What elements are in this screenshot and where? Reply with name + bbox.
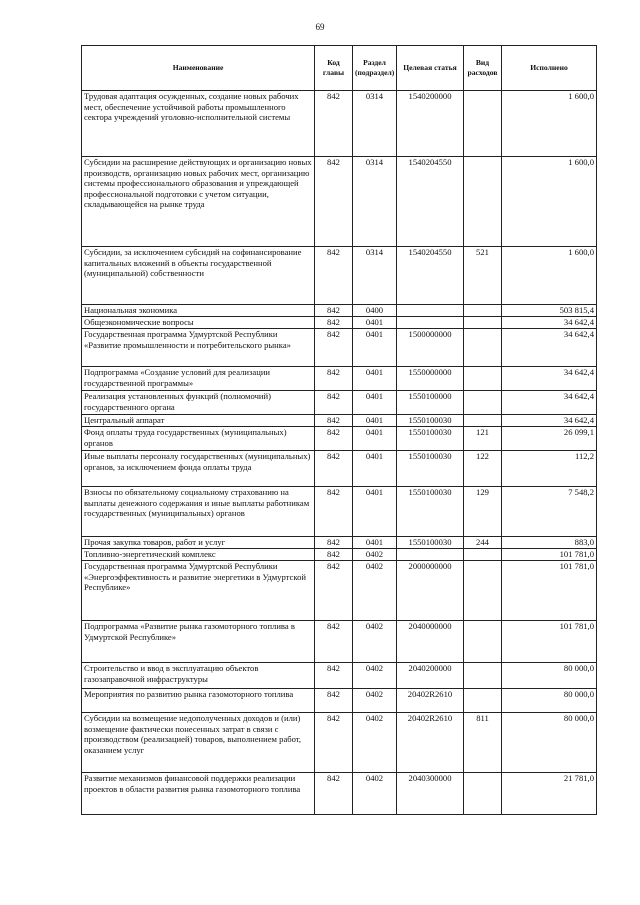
cell-target bbox=[397, 317, 464, 329]
cell-name: Общеэкономические вопросы bbox=[82, 317, 315, 329]
cell-expense-type: 521 bbox=[464, 247, 502, 305]
table-row bbox=[82, 549, 597, 561]
cell-name: Фонд оплаты труда государственных (муниципальных) органов bbox=[82, 427, 315, 451]
cell-name: Центральный аппарат bbox=[82, 415, 315, 427]
table-row bbox=[82, 391, 597, 415]
cell-name: Государственная программа Удмуртской Республики «Развитие промышленности и потребительского рынка» bbox=[82, 329, 315, 367]
cell-name: Государственная программа Удмуртской Республики «Энергоэффективность и развитие энергетики в Удмуртской Республике» bbox=[82, 561, 315, 621]
cell-target: 1540204550 bbox=[397, 247, 464, 305]
table-row bbox=[82, 621, 597, 663]
table-row bbox=[82, 415, 597, 427]
cell-name: Мероприятия по развитию рынка газомоторного топлива bbox=[82, 689, 315, 713]
cell-expense-type bbox=[464, 367, 502, 391]
cell-target: 1540200000 bbox=[397, 91, 464, 157]
table-row bbox=[82, 689, 597, 713]
cell-expense-type bbox=[464, 157, 502, 247]
cell-expense-type: 244 bbox=[464, 537, 502, 549]
cell-executed: 21 781,0 bbox=[502, 773, 597, 815]
cell-expense-type bbox=[464, 621, 502, 663]
cell-code: 842 bbox=[315, 391, 353, 415]
cell-code: 842 bbox=[315, 329, 353, 367]
column-header-expense-type: Вид расходов bbox=[464, 46, 502, 91]
cell-target: 2040200000 bbox=[397, 663, 464, 689]
cell-section: 0402 bbox=[353, 621, 397, 663]
cell-target: 2040300000 bbox=[397, 773, 464, 815]
cell-section: 0401 bbox=[353, 415, 397, 427]
table-row bbox=[82, 487, 597, 537]
cell-name: Прочая закупка товаров, работ и услуг bbox=[82, 537, 315, 549]
table-row bbox=[82, 427, 597, 451]
cell-code: 842 bbox=[315, 157, 353, 247]
cell-code: 842 bbox=[315, 621, 353, 663]
cell-code: 842 bbox=[315, 427, 353, 451]
cell-name: Субсидии, за исключением субсидий на софинансирование капитальных вложений в объекты государственной (муниципальной) собственности bbox=[82, 247, 315, 305]
budget-table bbox=[81, 45, 597, 815]
cell-name: Трудовая адаптация осужденных, создание новых рабочих мест, обеспечение устойчивой работы промышленного сектора учреждений уголовно-исполнительной системы bbox=[82, 91, 315, 157]
cell-name: Строительство и ввод в эксплуатацию объектов газозаправочной инфраструктуры bbox=[82, 663, 315, 689]
cell-name: Реализация установленных функций (полномочий) государственного органа bbox=[82, 391, 315, 415]
cell-name: Развитие механизмов финансовой поддержки реализации проектов в области развития рынка газомоторного топлива bbox=[82, 773, 315, 815]
cell-target: 2000000000 bbox=[397, 561, 464, 621]
column-header-section: Раздел (подраздел) bbox=[353, 46, 397, 91]
cell-executed: 101 781,0 bbox=[502, 549, 597, 561]
cell-code: 842 bbox=[315, 713, 353, 773]
cell-section: 0401 bbox=[353, 391, 397, 415]
cell-name: Топливно-энергетический комплекс bbox=[82, 549, 315, 561]
cell-name: Подпрограмма «Создание условий для реализации государственной программы» bbox=[82, 367, 315, 391]
cell-expense-type bbox=[464, 663, 502, 689]
cell-target: 1500000000 bbox=[397, 329, 464, 367]
cell-name: Национальная экономика bbox=[82, 305, 315, 317]
column-header-executed: Исполнено bbox=[502, 46, 597, 91]
column-header-target: Целевая статья bbox=[397, 46, 464, 91]
cell-section: 0402 bbox=[353, 549, 397, 561]
cell-section: 0401 bbox=[353, 329, 397, 367]
cell-executed: 80 000,0 bbox=[502, 713, 597, 773]
cell-section: 0401 bbox=[353, 427, 397, 451]
cell-target bbox=[397, 549, 464, 561]
table-row bbox=[82, 247, 597, 305]
table-row bbox=[82, 561, 597, 621]
cell-target: 20402R2610 bbox=[397, 689, 464, 713]
table-row bbox=[82, 91, 597, 157]
cell-section: 0400 bbox=[353, 305, 397, 317]
cell-section: 0314 bbox=[353, 247, 397, 305]
column-header-name: Наименование bbox=[82, 46, 315, 91]
cell-code: 842 bbox=[315, 305, 353, 317]
cell-executed: 34 642,4 bbox=[502, 391, 597, 415]
cell-expense-type: 121 bbox=[464, 427, 502, 451]
cell-section: 0402 bbox=[353, 663, 397, 689]
cell-name: Иные выплаты персоналу государственных (муниципальных) органов, за исключением фонда оплаты труда bbox=[82, 451, 315, 487]
table-row bbox=[82, 305, 597, 317]
cell-target: 1550100030 bbox=[397, 487, 464, 537]
cell-section: 0401 bbox=[353, 317, 397, 329]
cell-expense-type bbox=[464, 305, 502, 317]
table-row bbox=[82, 713, 597, 773]
cell-code: 842 bbox=[315, 317, 353, 329]
cell-expense-type bbox=[464, 317, 502, 329]
cell-section: 0402 bbox=[353, 773, 397, 815]
cell-section: 0401 bbox=[353, 537, 397, 549]
cell-executed: 26 099,1 bbox=[502, 427, 597, 451]
cell-code: 842 bbox=[315, 451, 353, 487]
cell-code: 842 bbox=[315, 487, 353, 537]
cell-executed: 80 000,0 bbox=[502, 689, 597, 713]
cell-expense-type bbox=[464, 91, 502, 157]
cell-code: 842 bbox=[315, 689, 353, 713]
cell-code: 842 bbox=[315, 367, 353, 391]
cell-target: 2040000000 bbox=[397, 621, 464, 663]
cell-name: Подпрограмма «Развитие рынка газомоторного топлива в Удмуртской Республике» bbox=[82, 621, 315, 663]
cell-executed: 1 600,0 bbox=[502, 91, 597, 157]
cell-code: 842 bbox=[315, 91, 353, 157]
cell-target bbox=[397, 305, 464, 317]
cell-expense-type: 122 bbox=[464, 451, 502, 487]
cell-section: 0314 bbox=[353, 157, 397, 247]
cell-expense-type bbox=[464, 391, 502, 415]
cell-expense-type: 129 bbox=[464, 487, 502, 537]
table-row bbox=[82, 329, 597, 367]
cell-code: 842 bbox=[315, 561, 353, 621]
cell-executed: 80 000,0 bbox=[502, 663, 597, 689]
cell-name: Субсидии на расширение действующих и организацию новых производств, организацию новых рабочих мест, организацию системы профессионального образования и упреждающей профессиональной подготовки с учетом ситуации, складывающейся на рынке труда bbox=[82, 157, 315, 247]
cell-section: 0401 bbox=[353, 451, 397, 487]
cell-name: Взносы по обязательному социальному страхованию на выплаты денежного содержания и иные выплаты работникам государственных (муниципальных) органов bbox=[82, 487, 315, 537]
cell-section: 0401 bbox=[353, 487, 397, 537]
cell-executed: 112,2 bbox=[502, 451, 597, 487]
cell-expense-type: 811 bbox=[464, 713, 502, 773]
cell-executed: 1 600,0 bbox=[502, 157, 597, 247]
cell-target: 1550100000 bbox=[397, 391, 464, 415]
cell-code: 842 bbox=[315, 773, 353, 815]
cell-code: 842 bbox=[315, 247, 353, 305]
page-number: 69 bbox=[315, 22, 325, 32]
cell-expense-type bbox=[464, 689, 502, 713]
cell-executed: 34 642,4 bbox=[502, 329, 597, 367]
cell-section: 0402 bbox=[353, 713, 397, 773]
cell-target: 1550100030 bbox=[397, 537, 464, 549]
cell-expense-type bbox=[464, 561, 502, 621]
cell-section: 0402 bbox=[353, 689, 397, 713]
cell-expense-type bbox=[464, 773, 502, 815]
cell-target: 1550100030 bbox=[397, 451, 464, 487]
cell-executed: 1 600,0 bbox=[502, 247, 597, 305]
cell-code: 842 bbox=[315, 415, 353, 427]
table-header-row bbox=[82, 46, 597, 91]
cell-target: 1540204550 bbox=[397, 157, 464, 247]
table-row bbox=[82, 537, 597, 549]
cell-expense-type bbox=[464, 415, 502, 427]
column-header-code: Код главы bbox=[315, 46, 353, 91]
cell-section: 0314 bbox=[353, 91, 397, 157]
table-row bbox=[82, 663, 597, 689]
table-row bbox=[82, 367, 597, 391]
cell-expense-type bbox=[464, 329, 502, 367]
cell-code: 842 bbox=[315, 663, 353, 689]
cell-executed: 101 781,0 bbox=[502, 621, 597, 663]
cell-executed: 34 642,4 bbox=[502, 415, 597, 427]
cell-executed: 101 781,0 bbox=[502, 561, 597, 621]
cell-name: Субсидии на возмещение недополученных доходов и (или) возмещение фактически понесенных затрат в связи с производством (реализацией) товаров, выполнением работ, оказанием услуг bbox=[82, 713, 315, 773]
cell-executed: 34 642,4 bbox=[502, 367, 597, 391]
cell-target: 1550000000 bbox=[397, 367, 464, 391]
cell-target: 1550100030 bbox=[397, 427, 464, 451]
table-row bbox=[82, 773, 597, 815]
cell-code: 842 bbox=[315, 549, 353, 561]
cell-expense-type bbox=[464, 549, 502, 561]
cell-executed: 34 642,4 bbox=[502, 317, 597, 329]
table-row bbox=[82, 451, 597, 487]
cell-executed: 7 548,2 bbox=[502, 487, 597, 537]
cell-target: 1550100030 bbox=[397, 415, 464, 427]
cell-section: 0402 bbox=[353, 561, 397, 621]
table-row bbox=[82, 317, 597, 329]
cell-executed: 503 815,4 bbox=[502, 305, 597, 317]
cell-section: 0401 bbox=[353, 367, 397, 391]
cell-code: 842 bbox=[315, 537, 353, 549]
cell-target: 20402R2610 bbox=[397, 713, 464, 773]
cell-executed: 883,0 bbox=[502, 537, 597, 549]
table-row bbox=[82, 157, 597, 247]
